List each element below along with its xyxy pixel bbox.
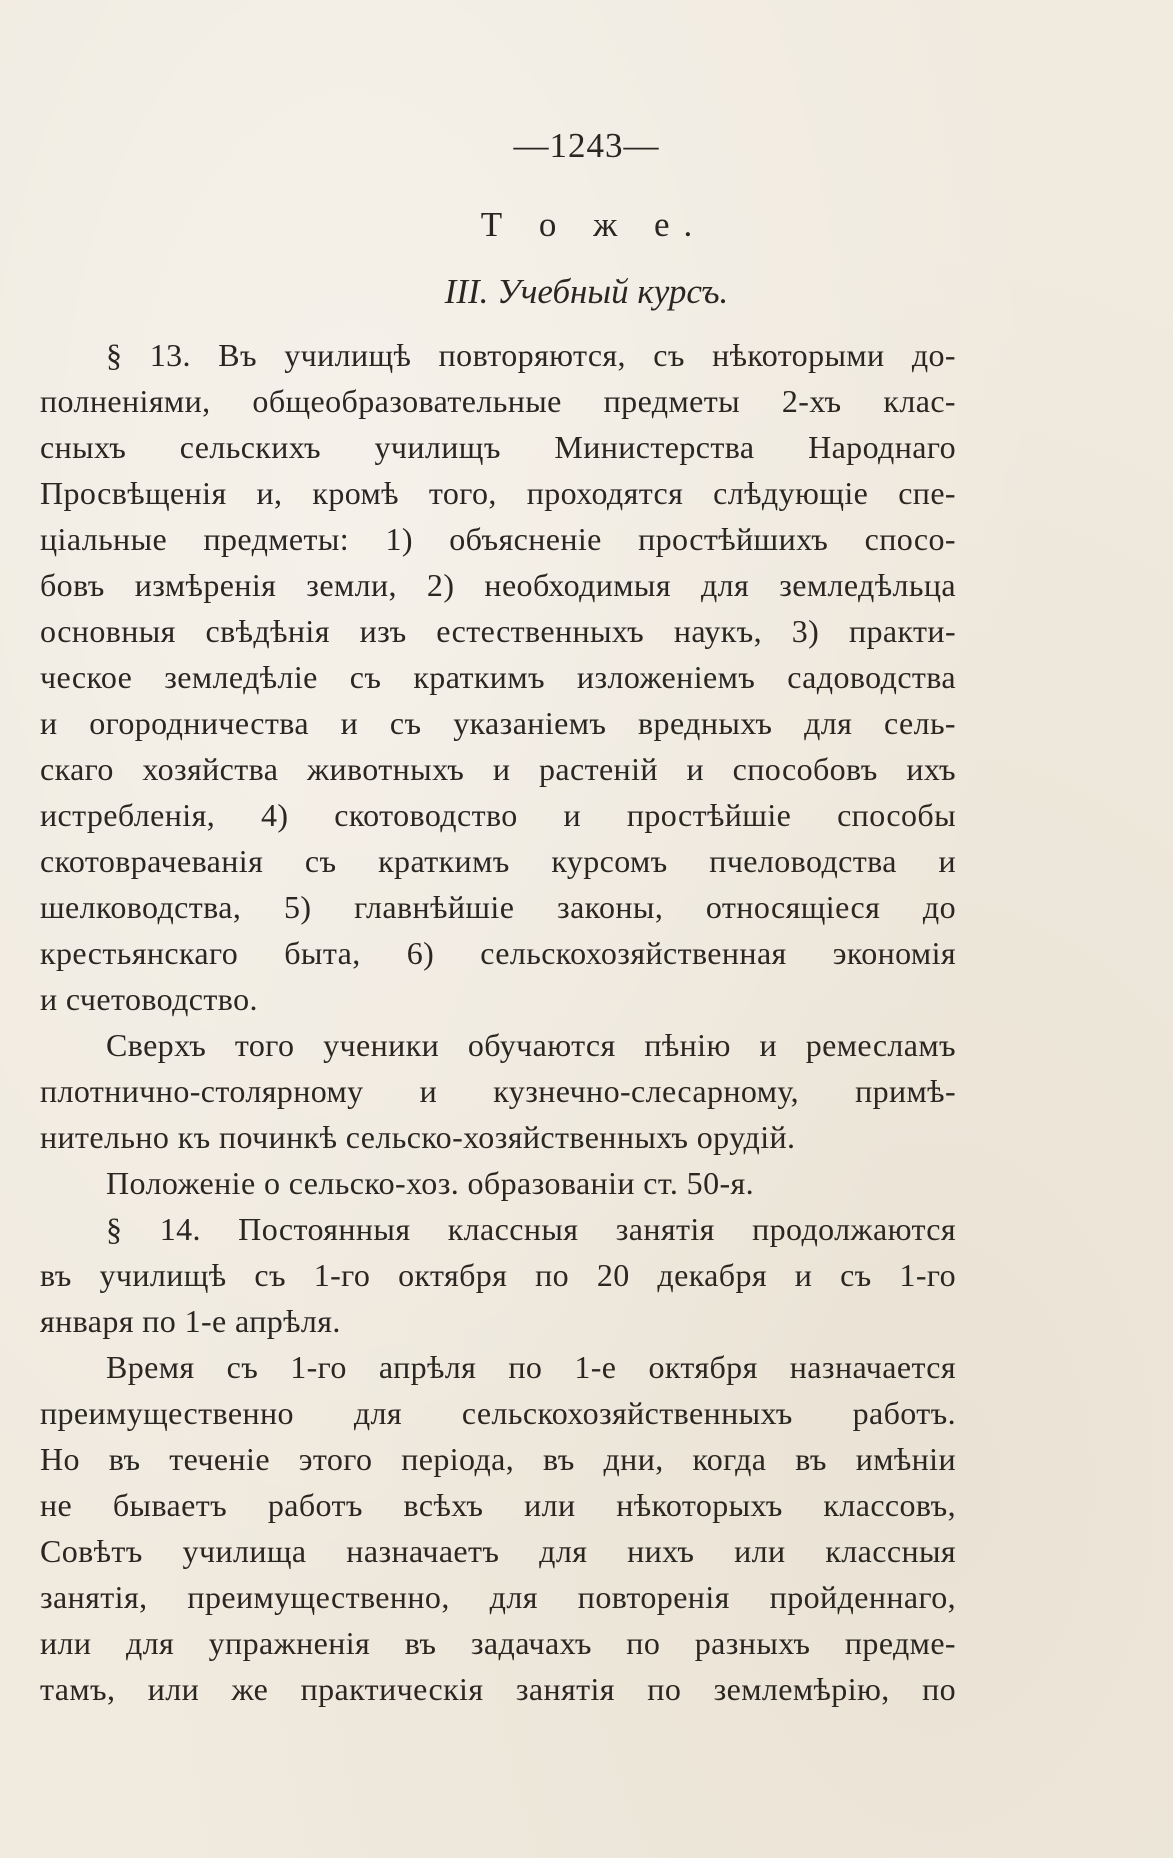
text-line: Положеніе о сельско-хоз. образованіи ст. 50-я.	[106, 1165, 755, 1201]
text-line: не бываетъ работъ всѣхъ или нѣкоторыхъ классовъ,	[40, 1487, 956, 1523]
text-line: или для упражненія въ задачахъ по разныхъ предме-	[40, 1625, 956, 1661]
text-line: истребленія, 4) скотоводство и простѣйшіе способы	[40, 797, 956, 833]
text-line: нительно къ починкѣ сельско-хозяйственныхъ орудій.	[40, 1119, 796, 1155]
text-line: Сверхъ того ученики обучаются пѣнію и ремесламъ	[106, 1027, 956, 1063]
paragraph-period	[40, 1344, 956, 1712]
text-line: скаго хозяйства животныхъ и растеній и способовъ ихъ	[40, 751, 956, 787]
heading-same: Т о ж е.	[480, 205, 707, 244]
section-title: III. Учебный курсъ.	[444, 272, 729, 311]
text-line: и огородничества и съ указаніемъ вредныхъ для сель-	[40, 705, 956, 741]
text-line: ціальные предметы: 1) объясненіе простѣйшихъ спосо-	[40, 521, 956, 557]
text-line: ческое земледѣліе съ краткимъ изложеніемъ садоводства	[40, 659, 956, 695]
text-line: сныхъ сельскихъ училищъ Министерства Народнаго	[40, 429, 956, 465]
text-line: преимущественно для сельскохозяйственныхъ работъ.	[40, 1395, 956, 1431]
text-line: скотоврачеванія съ краткимъ курсомъ пчеловодства и	[40, 843, 956, 879]
text-line: полненіями, общеобразовательные предметы 2-хъ клас-	[40, 383, 956, 419]
paragraph-14	[40, 1206, 956, 1344]
text-line: Время съ 1-го апрѣля по 1-е октября назначается	[106, 1349, 956, 1385]
paragraph-reference	[40, 1160, 956, 1206]
text-line: основныя свѣдѣнія изъ естественныхъ наукъ, 3) практи-	[40, 613, 956, 649]
text-line: крестьянскаго быта, 6) сельскохозяйственная экономія	[40, 935, 956, 971]
text-line: § 14. Постоянныя классныя занятія продолжаются	[106, 1211, 956, 1247]
body-text	[40, 332, 956, 1712]
text-line: плотнично-столярному и кузнечно-слесарному, примѣ-	[40, 1073, 956, 1109]
text-line: января по 1-е апрѣля.	[40, 1303, 341, 1339]
text-line: Совѣтъ училища назначаетъ для нихъ или классныя	[40, 1533, 956, 1569]
text-line: въ училищѣ съ 1-го октября по 20 декабря и съ 1-го	[40, 1257, 956, 1293]
text-line: Но въ теченіе этого періода, въ дни, когда въ имѣніи	[40, 1441, 956, 1477]
text-line: и счетоводство.	[40, 981, 258, 1017]
paragraph-crafts	[40, 1022, 956, 1160]
text-line: занятія, преимущественно, для повторенія пройденнаго,	[40, 1579, 956, 1615]
page-number: —1243—	[513, 126, 660, 165]
text-line: шелководства, 5) главнѣйшіе законы, относящіеся до	[40, 889, 956, 925]
text-line: § 13. Въ училищѣ повторяются, съ нѣкоторыми до-	[106, 337, 956, 373]
paragraph-13	[40, 332, 956, 1022]
text-line: тамъ, или же практическія занятія по землемѣрію, по	[40, 1671, 956, 1707]
text-line: Просвѣщенія и, кромѣ того, проходятся слѣдующіе спе-	[40, 475, 956, 511]
text-line: бовъ измѣренія земли, 2) необходимыя для земледѣльца	[40, 567, 956, 603]
